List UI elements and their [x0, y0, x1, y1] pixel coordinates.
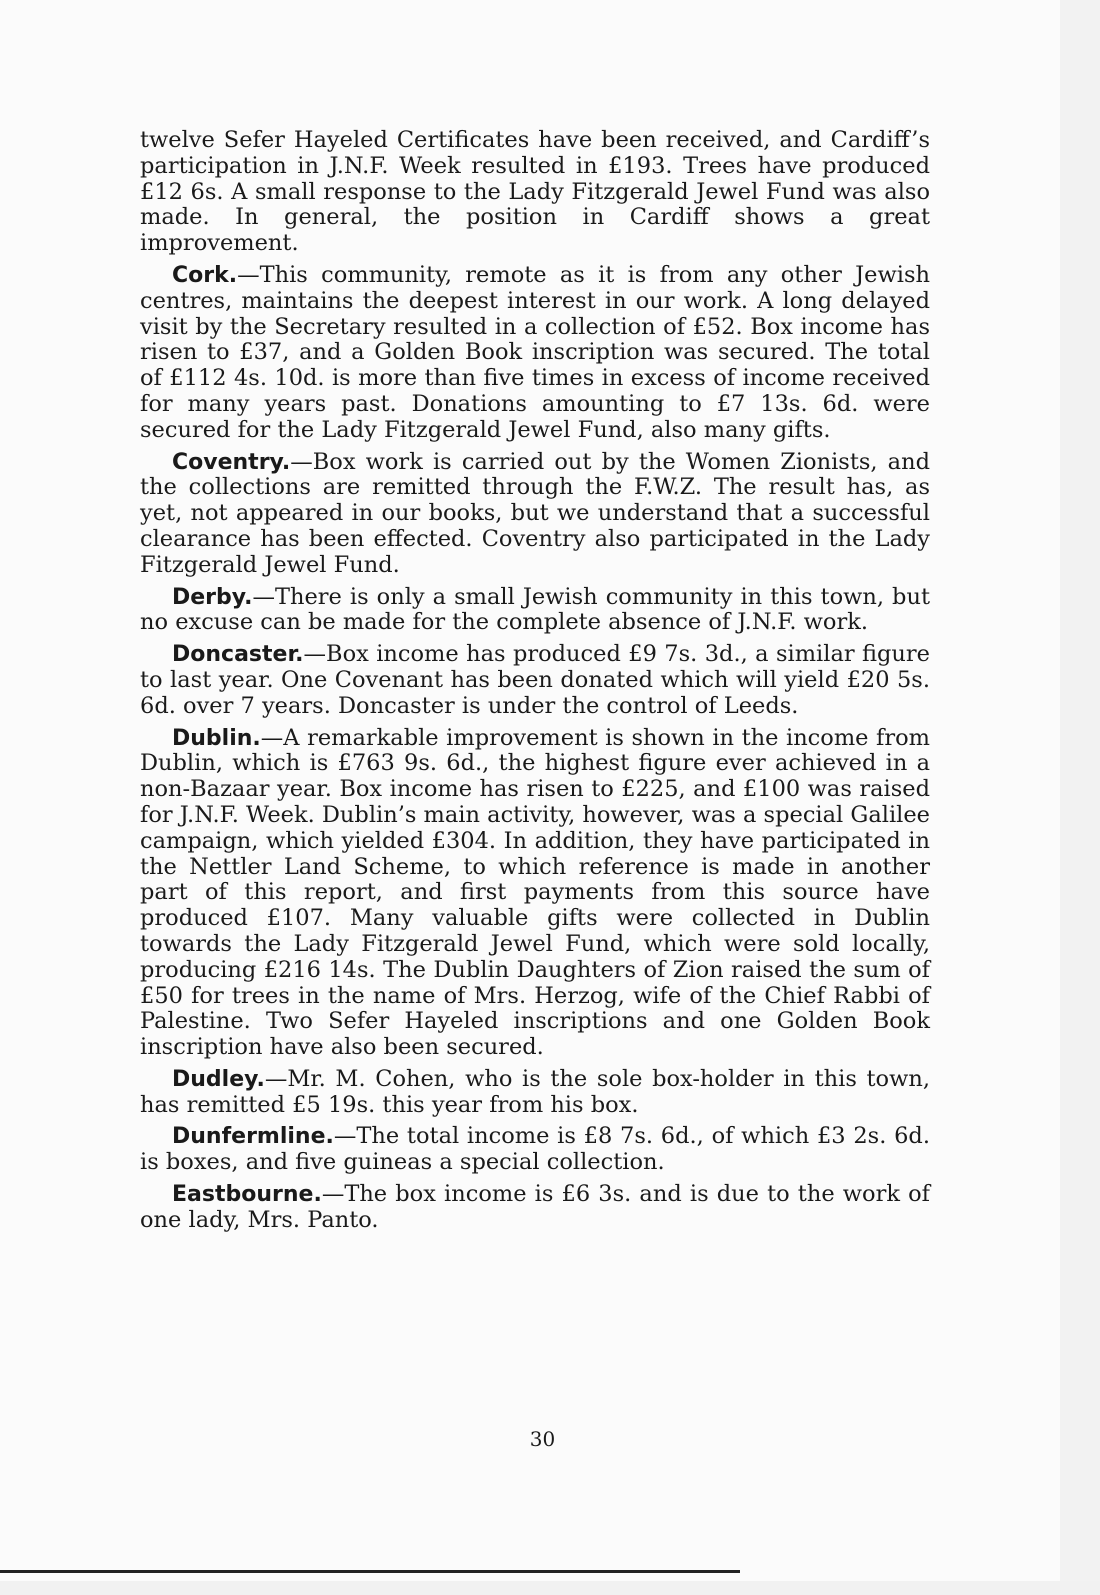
paragraph-dunfermline	[140, 1124, 930, 1176]
paragraph-text: —Mr. M. Cohen, who is the sole box-holder in this town, has remitted £5 19s. this year from his box.	[140, 1065, 930, 1118]
scan-edge-line	[0, 1570, 740, 1573]
paragraph-text: —The box income is £6 3s. and is due to the work of one lady, Mrs. Panto.	[140, 1181, 930, 1233]
paragraph-text: —A remarkable improvement is shown in the income from Dublin, which is £763 9s. 6d., the highest figure ever achieved in a non-Bazaar year. Box income has risen to £225, and £100 was raised for J.N.F. Week. Dublin’s main activity, however, was a special Galilee campaign, which yielded £304. In addition, they have participated in the Nettler Land Scheme, to which reference is made in another part of this report, and first payments from this source have produced £107. Many valuable gifts were collected in Dublin towards the Lady Fitzgerald Jewel Fund, which were sold locally, producing £216 14s. The Dublin Daughters of Zion raised the sum of £50 for trees in the name of Mrs. Herzog, wife of the Chief Rabbi of Palestine. Two Sefer Hayeled inscriptions and one Golden Book inscription have also been secured.	[140, 724, 930, 1061]
paragraph-derby	[140, 585, 930, 637]
paragraph-cork	[140, 263, 930, 444]
entry-heading-eastbourne: Eastbourne.	[172, 1182, 322, 1208]
paragraph-text: —The total income is £8 7s. 6d., of which £3 2s. 6d. is boxes, and five guineas a special collection.	[140, 1123, 930, 1176]
paragraph-text: —Box income has produced £9 7s. 3d., a similar figure to last year. One Covenant has been donated which will yield £20 5s. 6d. over 7 years. Doncaster is under the control of Leeds.	[140, 641, 930, 719]
paragraph-doncaster	[140, 642, 930, 719]
entry-heading-dunfermline: Dunfermline.	[172, 1124, 334, 1150]
paragraph-text: twelve Sefer Hayeled Certificates have been received, and Cardiff’s participation in J.N.F. Week resulted in £193. Trees have produced £12 6s. A small response to the Lady Fitzgerald Jewel Fund was also made. In general, the position in Cardiff shows a great improvement.	[140, 127, 930, 257]
paragraph-text: —This community, remote as it is from any other Jewish centres, maintains the deepest interest in our work. A long delayed visit by the Secretary resulted in a collection of £52. Box income has risen to £37, and a Golden Book inscription was secured. The total of £112 4s. 10d. is more than five times in excess of income received for many years past. Donations amounting to £7 13s. 6d. were secured for the Lady Fitzgerald Jewel Fund, also many gifts.	[140, 261, 930, 443]
paragraph-dudley	[140, 1067, 930, 1119]
entry-heading-dudley: Dudley.	[172, 1066, 265, 1092]
paragraph-coventry	[140, 450, 930, 579]
paragraph-cardiff-continued	[140, 128, 930, 257]
page-edge-bottom	[0, 1581, 1100, 1595]
page-number: 30	[529, 1427, 556, 1451]
entry-heading-cork: Cork.	[172, 262, 238, 288]
paragraph-text: —Box work is carried out by the Women Zionists, and the collections are remitted through the F.W.Z. The result has, as yet, not appeared in our books, but we understand that a successful clearance has been effected. Coventry also participated in the Lady Fitzgerald Jewel Fund.	[140, 448, 930, 578]
entry-heading-coventry: Coventry.	[172, 449, 291, 475]
paragraph-eastbourne	[140, 1182, 930, 1234]
paragraph-dublin	[140, 726, 930, 1061]
page-edge-right	[1060, 0, 1100, 1595]
paragraph-text: —There is only a small Jewish community in this town, but no excuse can be made for the complete absence of J.N.F. work.	[140, 583, 930, 636]
entry-heading-derby: Derby.	[172, 584, 253, 610]
entry-heading-dublin: Dublin.	[172, 725, 261, 751]
entry-heading-doncaster: Doncaster.	[172, 642, 304, 668]
body-text	[140, 128, 930, 1240]
